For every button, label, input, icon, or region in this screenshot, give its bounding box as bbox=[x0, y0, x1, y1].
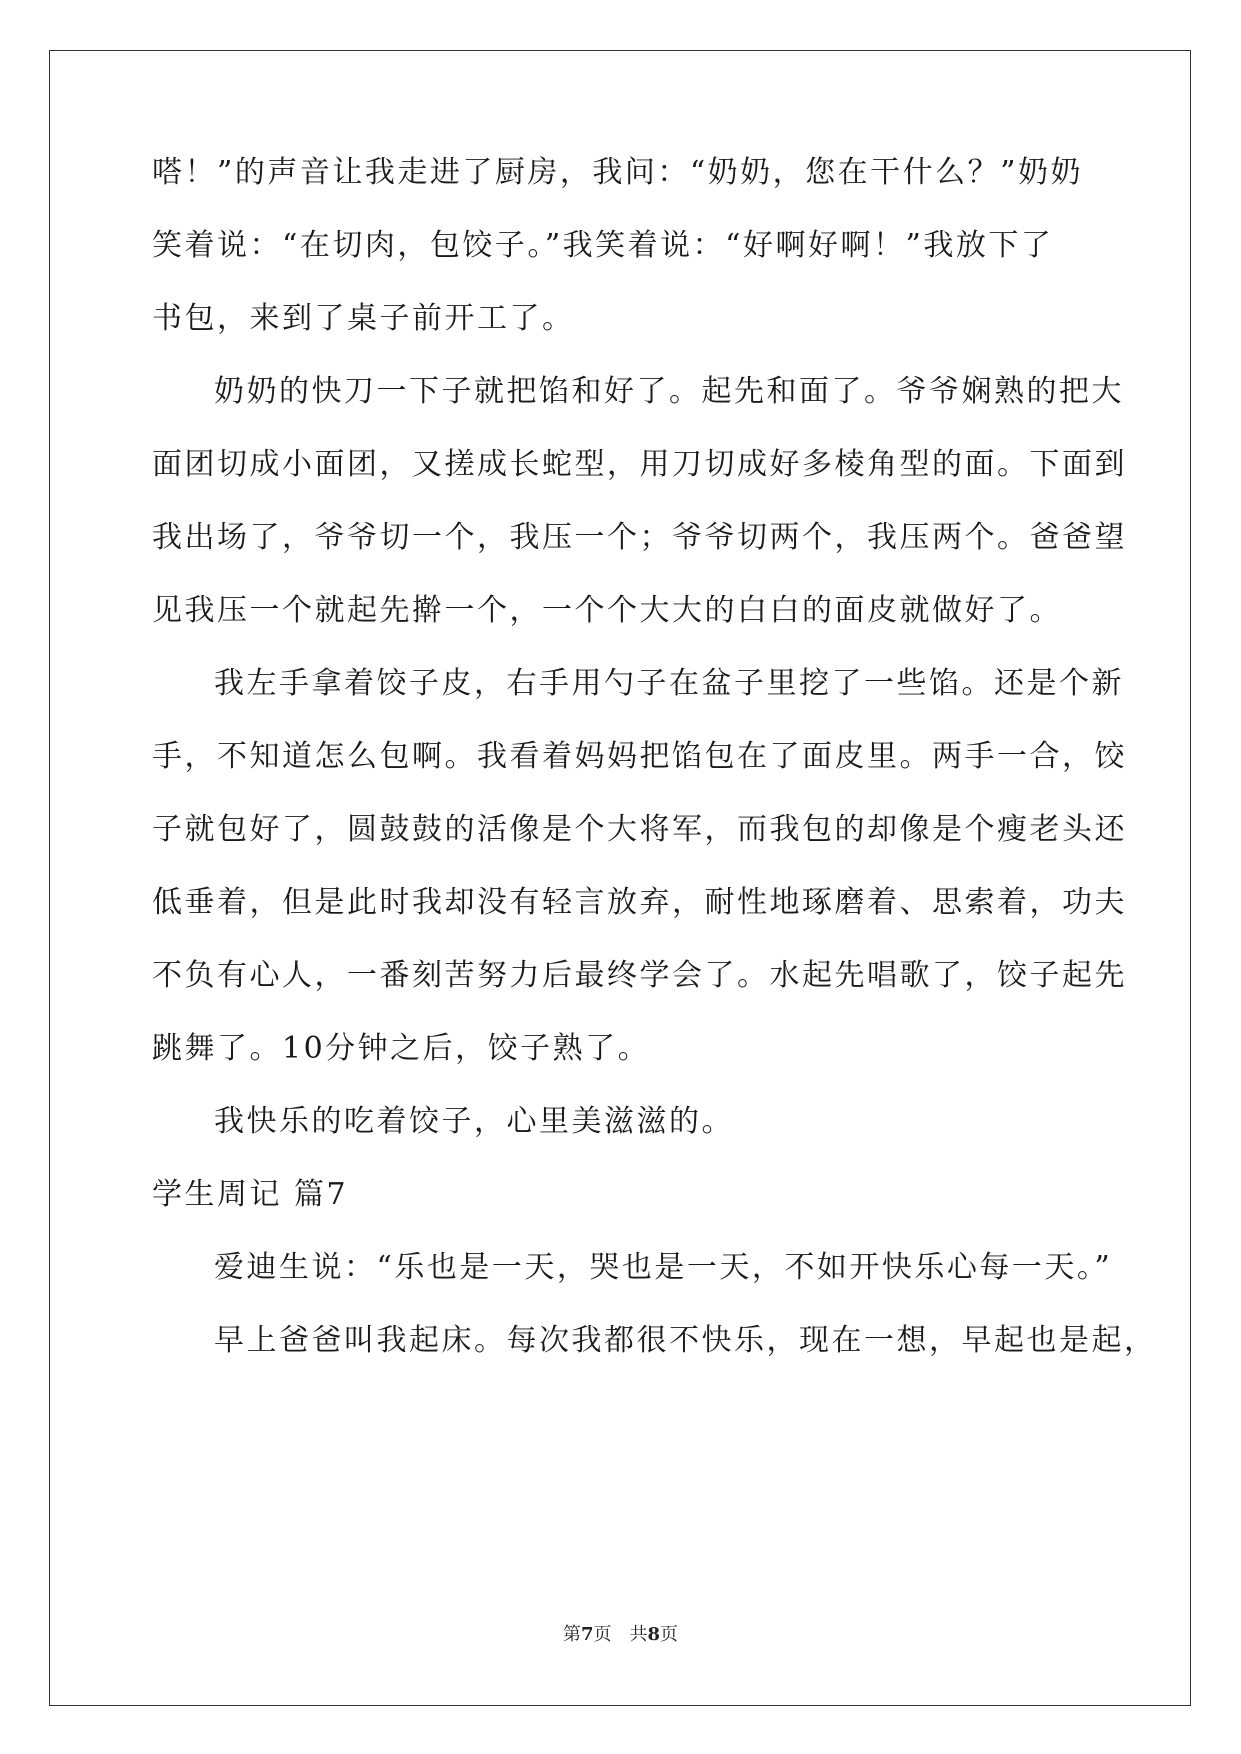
text-line: 我出场了，爷爷切一个，我压一个；爷爷切两个，我压两个。爸爸望 bbox=[152, 520, 1127, 555]
text-line: 嗒！”的声音让我走进了厨房，我问：“奶奶，您在干什么？”奶奶 bbox=[152, 155, 1084, 190]
paragraph-first-line: 我快乐的吃着饺子，心里美滋滋的。 bbox=[214, 1104, 734, 1139]
footer-total-suffix: 页 bbox=[660, 1624, 679, 1645]
footer-total-prefix: 共 bbox=[629, 1624, 648, 1645]
text-line: 书包，来到了桌子前开工了。 bbox=[152, 301, 575, 336]
text-line: 跳舞了。10分钟之后，饺子熟了。 bbox=[152, 1031, 651, 1066]
paragraph-first-line: 我左手拿着饺子皮，右手用勺子在盆子里挖了一些馅。还是个新 bbox=[214, 666, 1124, 701]
text-line: 面团切成小面团，又搓成长蛇型，用刀切成好多棱角型的面。下面到 bbox=[152, 447, 1127, 482]
footer-page-prefix: 第 bbox=[562, 1624, 581, 1645]
paragraph-first-line: 爱迪生说：“乐也是一天，哭也是一天，不如开快乐心每一天。” bbox=[214, 1250, 1113, 1285]
footer-page-number: 7 bbox=[580, 1624, 594, 1645]
paragraph-first-line: 早上爸爸叫我起床。每次我都很不快乐，现在一想，早起也是起， bbox=[214, 1323, 1157, 1358]
text-line: 笑着说：“在切肉，包饺子。”我笑着说：“好啊好啊！”我放下了 bbox=[152, 228, 1054, 263]
text-line: 见我压一个就起先擀一个，一个个大大的白白的面皮就做好了。 bbox=[152, 593, 1062, 628]
paragraph-first-line: 奶奶的快刀一下子就把馅和好了。起先和面了。爷爷娴熟的把大 bbox=[214, 374, 1124, 409]
page-footer bbox=[0, 1620, 1241, 1646]
text-line: 低垂着，但是此时我却没有轻言放弃，耐性地琢磨着、思索着，功夫 bbox=[152, 885, 1127, 920]
text-line: 不负有心人，一番刻苦努力后最终学会了。水起先唱歌了，饺子起先 bbox=[152, 958, 1127, 993]
footer-page-suffix: 页 bbox=[593, 1624, 612, 1645]
text-line: 子就包好了，圆鼓鼓的活像是个大将军，而我包的却像是个瘦老头还 bbox=[152, 812, 1127, 847]
footer-total-pages: 8 bbox=[647, 1624, 661, 1645]
section-heading: 学生周记 篇7 bbox=[152, 1177, 349, 1212]
text-line: 手，不知道怎么包啊。我看着妈妈把馅包在了面皮里。两手一合，饺 bbox=[152, 739, 1127, 774]
